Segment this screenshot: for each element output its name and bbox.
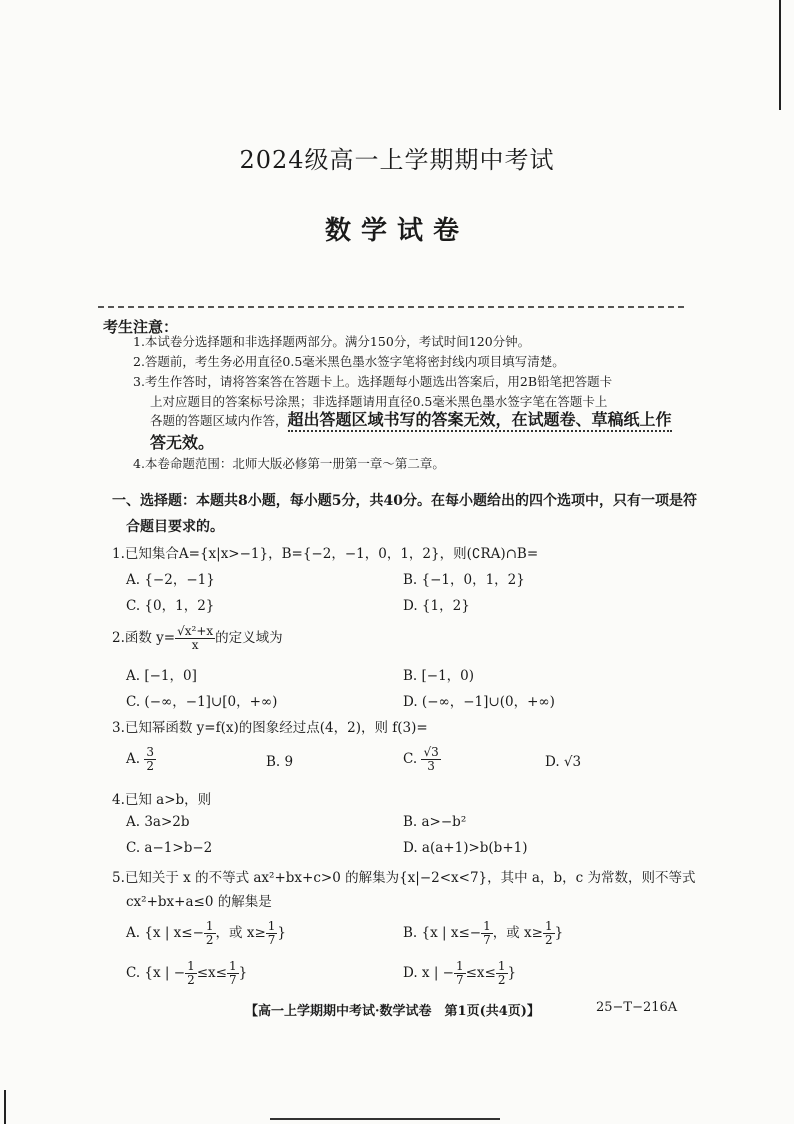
- fraction-numerator: √3: [423, 745, 439, 759]
- fraction-denominator: 7: [455, 973, 464, 988]
- fraction: [481, 920, 493, 947]
- fraction-numerator: √x²+x: [177, 624, 214, 638]
- fraction-numerator: 1: [455, 959, 464, 973]
- notice-emphasis: 超出答题区域书写的答案无效，在试题卷、草稿纸上作: [288, 410, 672, 432]
- question-2-option-c: C. (−∞，−1]∪[0，+∞): [126, 694, 278, 710]
- question-5-stem-line-1: 5.已知关于 x 的不等式 ax²+bx+c>0 的解集为{x|−2<x<7}，其中 a，b，c 为常数，则不等式: [112, 870, 696, 886]
- option-text: D. x | −: [403, 965, 454, 982]
- question-2-stem-post: 的定义域为: [215, 630, 283, 647]
- fraction-denominator: 2: [544, 933, 553, 948]
- fraction: [421, 746, 440, 773]
- notice-item-3-line-3: [150, 410, 672, 431]
- option-text: A. {x | x≤−: [126, 925, 204, 942]
- question-5-stem-line-2: cx²+bx+a≤0 的解集是: [126, 894, 272, 910]
- question-1-option-d: D. {1，2}: [403, 598, 470, 614]
- fraction-denominator: 3: [427, 759, 435, 774]
- option-text: }: [277, 925, 286, 942]
- question-2-option-d: D. (−∞，−1]∪(0，+∞): [403, 694, 555, 710]
- option-label: C.: [403, 751, 418, 768]
- exam-subject: 数学试卷: [324, 216, 469, 246]
- exam-code: 25−T−216A: [596, 1000, 678, 1015]
- fraction: [543, 920, 555, 947]
- question-2-stem-pre: 2.函数 y=: [112, 630, 176, 647]
- fraction-numerator: 1: [497, 959, 506, 973]
- question-4-option-c: C. a−1>b−2: [126, 840, 213, 856]
- option-text: }: [554, 925, 564, 942]
- option-text: ≤x≤: [465, 965, 496, 982]
- option-text: ，或 x≥: [215, 925, 266, 942]
- question-4-stem: 4.已知 a>b，则: [112, 792, 212, 808]
- fraction-denominator: x: [191, 638, 199, 653]
- option-text: ，或 x≥: [492, 925, 543, 942]
- fraction-numerator: 1: [205, 919, 214, 933]
- fraction: [266, 920, 278, 947]
- fraction-denominator: 7: [267, 933, 276, 948]
- fraction-numerator: 1: [228, 959, 237, 973]
- question-4-option-d: D. a(a+1)>b(b+1): [403, 840, 528, 856]
- fraction-numerator: 3: [146, 745, 154, 759]
- fraction: [185, 960, 197, 987]
- question-1-stem: 1.已知集合A={x|x>−1}，B={−2，−1，0，1，2}，则(∁RA)∩B=: [112, 546, 539, 562]
- notice-item-1: 1.本试卷分选择题和非选择题两部分。满分150分，考试时间120分钟。: [133, 334, 531, 349]
- scan-edge-line: [779, 0, 781, 110]
- option-text: B. {x | x≤−: [403, 925, 482, 942]
- question-5-option-b: [403, 920, 563, 947]
- question-2-option-b: B. [−1，0): [403, 668, 475, 684]
- option-text: }: [238, 965, 248, 982]
- fraction-denominator: 2: [205, 933, 214, 948]
- notice-item-3-line-2: 上对应题目的答案标号涂黑；非选择题请用直径0.5毫米黑色墨水签字笔在答题卡上: [150, 394, 608, 409]
- question-4-option-b: B. a>−b²: [403, 814, 467, 830]
- fraction-denominator: 2: [187, 973, 195, 988]
- section-1-instructions: 一、选择题：本题共8小题，每小题5分，共40分。在每小题给出的四个选项中，只有一项是符: [112, 493, 697, 509]
- section-1-instructions-cont: 合题目要求的。: [126, 519, 224, 535]
- dashed-divider: [98, 306, 684, 308]
- fraction-numerator: 1: [544, 919, 553, 933]
- option-text: }: [507, 965, 517, 982]
- exam-title: 2024级高一上学期期中考试: [239, 146, 555, 174]
- notice-item-2: 2.答题前，考生务必用直径0.5毫米黑色墨水签字笔将密封线内项目填写清楚。: [133, 354, 565, 369]
- fraction-numerator: 1: [187, 959, 195, 973]
- question-2-stem: [112, 625, 283, 652]
- page-footer: 【高一上学期期中考试·数学试卷 第1页(共4页)】: [245, 1004, 540, 1019]
- question-3-option-b: B. 9: [266, 754, 294, 770]
- fraction-denominator: 7: [228, 973, 237, 988]
- notice-heading: 考生注意：: [103, 318, 179, 336]
- question-5-option-a: [126, 920, 286, 947]
- fraction: [454, 960, 466, 987]
- fraction-denominator: 7: [483, 933, 491, 948]
- bottom-rule: [270, 1118, 500, 1120]
- fraction: [144, 746, 156, 773]
- question-1-option-c: C. {0，1，2}: [126, 598, 215, 614]
- notice-item-4: 4.本卷命题范围：北师大版必修第一册第一章～第二章。: [133, 456, 445, 471]
- option-text: C. {x | −: [126, 965, 186, 982]
- question-3-option-c: [403, 746, 441, 773]
- fraction: [227, 960, 239, 987]
- question-1-option-b: B. {−1，0，1，2}: [403, 572, 525, 588]
- question-2-fraction: [175, 625, 215, 652]
- notice-item-3-line-4: 答无效。: [150, 433, 215, 452]
- question-3-option-a: [126, 746, 156, 773]
- question-5-option-c: [126, 960, 247, 987]
- notice-item-3-line-1: 3.考生作答时，请将答案答在答题卡上。选择题每小题选出答案后，用2B铅笔把答题卡: [133, 374, 613, 389]
- question-2-option-a: A. [−1，0]: [126, 668, 197, 684]
- question-3-option-d: D. √3: [545, 754, 582, 770]
- fraction-denominator: 2: [146, 759, 154, 774]
- question-3-stem: 3.已知幂函数 y=f(x)的图象经过点(4，2)，则 f(3)=: [112, 720, 428, 736]
- question-4-option-a: A. 3a>2b: [126, 814, 190, 830]
- scan-edge-line: [4, 1090, 6, 1124]
- fraction-denominator: 2: [497, 973, 506, 988]
- notice-item-3-line-3a: 各题的答题区域内作答，: [150, 413, 288, 428]
- option-text: ≤x≤: [196, 965, 227, 982]
- question-5-option-d: [403, 960, 516, 987]
- option-label: A.: [126, 751, 141, 768]
- fraction: [496, 960, 508, 987]
- fraction-numerator: 1: [267, 919, 276, 933]
- fraction: [204, 920, 216, 947]
- fraction-numerator: 1: [483, 919, 491, 933]
- question-1-option-a: A. {−2，−1}: [126, 572, 215, 588]
